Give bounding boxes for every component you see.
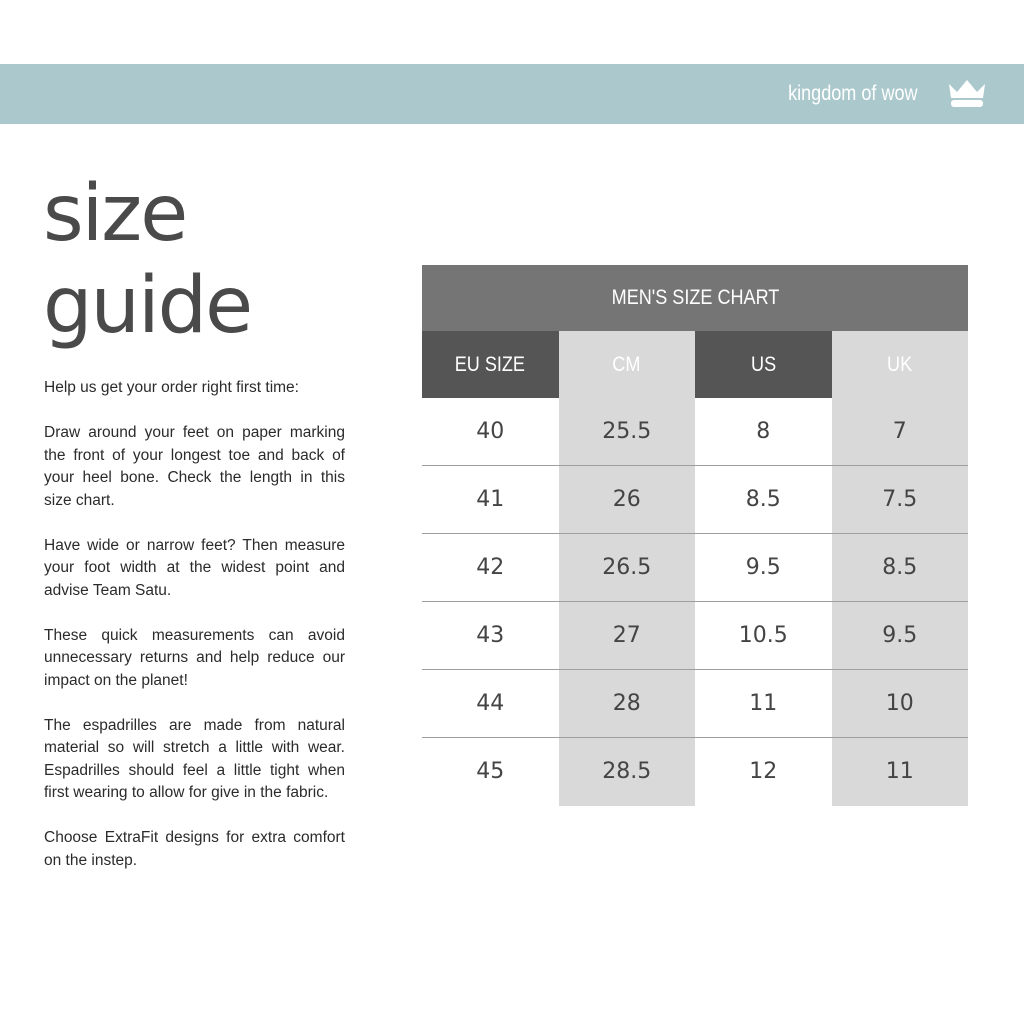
header-banner — [0, 64, 1024, 124]
table-row — [422, 670, 968, 738]
intro-paragraph: Help us get your order right first time: — [44, 379, 299, 396]
cell-cm: 28.5 — [559, 738, 696, 806]
brand-name[interactable]: kingdom of wow — [788, 82, 918, 105]
cell-cm: 26 — [559, 466, 696, 534]
header-cell-us — [695, 331, 832, 398]
table-row — [422, 602, 968, 670]
table-row — [422, 738, 968, 806]
header-label: CM — [612, 353, 641, 376]
cell-us: 11 — [749, 691, 778, 716]
cell-us: 8 — [756, 419, 771, 444]
cell-us: 8.5 — [745, 487, 781, 512]
title-line-1: size — [43, 169, 187, 259]
header-cell-uk — [832, 331, 969, 398]
cell-cm: 26.5 — [559, 534, 696, 602]
cell-cm: 28 — [559, 670, 696, 738]
intro-paragraph: Choose ExtraFit designs for extra comfort on the instep. — [44, 829, 345, 869]
cell-uk: 7.5 — [832, 466, 969, 534]
cell-cm: 25.5 — [559, 398, 696, 466]
cell-eu: 40 — [476, 419, 505, 444]
intro-paragraph: Draw around your feet on paper marking the front of your longest toe and back of your heel bone. Check the length in this size chart. — [44, 424, 345, 509]
header-label: UK — [887, 353, 913, 376]
size-chart-title-text: MEN'S SIZE CHART — [611, 286, 779, 309]
table-row — [422, 398, 968, 466]
header-cell-cm — [559, 331, 696, 398]
cell-eu: 45 — [476, 759, 505, 784]
crown-icon[interactable] — [947, 78, 987, 110]
cell-uk: 7 — [832, 398, 969, 466]
cell-uk: 9.5 — [832, 602, 969, 670]
intro-paragraph: The espadrilles are made from natural material so will stretch a little with wear. Espadrilles should feel a little tight when first wearing to allow for give in the fabric. — [44, 716, 345, 801]
cell-eu: 43 — [476, 623, 505, 648]
header-label: US — [750, 353, 776, 376]
intro-text — [44, 377, 345, 895]
size-chart-table — [422, 265, 968, 806]
cell-cm: 27 — [559, 602, 696, 670]
cell-uk: 10 — [832, 670, 969, 738]
table-row — [422, 466, 968, 534]
intro-paragraph: These quick measurements can avoid unnecessary returns and help reduce our impact on the planet! — [44, 626, 345, 689]
page-title — [43, 168, 251, 352]
size-chart-title — [422, 265, 968, 331]
header-label: EU SIZE — [455, 353, 526, 376]
cell-us: 9.5 — [745, 555, 781, 580]
cell-eu: 44 — [476, 691, 505, 716]
cell-uk: 8.5 — [832, 534, 969, 602]
cell-us: 12 — [749, 759, 778, 784]
cell-us: 10.5 — [738, 623, 788, 648]
intro-paragraph: Have wide or narrow feet? Then measure your foot width at the widest point and advise Team Satu. — [44, 536, 345, 599]
cell-eu: 42 — [476, 555, 505, 580]
title-line-2: guide — [43, 261, 252, 351]
table-row — [422, 534, 968, 602]
cell-eu: 41 — [476, 487, 505, 512]
cell-uk: 11 — [832, 738, 969, 806]
header-cell-eu — [422, 331, 559, 398]
table-header-row — [422, 331, 968, 398]
